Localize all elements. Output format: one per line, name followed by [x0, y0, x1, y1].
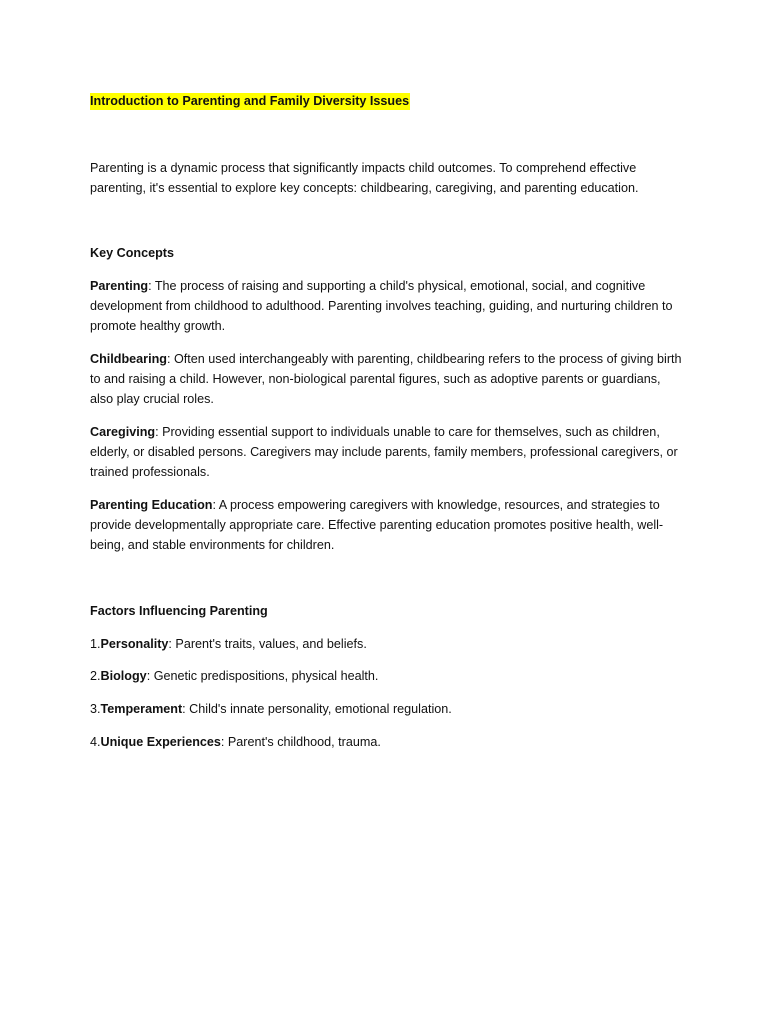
factors-heading: Factors Influencing Parenting	[90, 604, 268, 618]
concept-parenting	[90, 276, 682, 336]
key-concepts-heading: Key Concepts	[90, 246, 174, 260]
factor-item-personality	[90, 634, 367, 654]
factor-number: 1.	[90, 637, 101, 651]
intro-paragraph: Parenting is a dynamic process that significantly impacts child outcomes. To comprehend effective parenting, it's essential to explore key concepts: childbearing, caregiving, and parenting education.	[90, 161, 639, 195]
factor-term: Biology	[100, 669, 147, 683]
factor-definition: : Parent's traits, values, and beliefs.	[168, 637, 367, 651]
concept-caregiving	[90, 422, 682, 482]
factor-term: Unique Experiences	[100, 735, 221, 749]
factor-definition: : Parent's childhood, trauma.	[220, 735, 381, 749]
concept-definition: : Often used interchangeably with parenting, childbearing refers to the process of giving birth to and raising a child. However, non-biological parental figures, such as adoptive parents or guardians, also play crucial roles.	[90, 352, 682, 406]
concept-term: Childbearing	[90, 352, 167, 366]
concept-term: Parenting Education	[90, 498, 213, 512]
factor-number: 3.	[90, 702, 101, 716]
factor-term: Personality	[100, 637, 169, 651]
concept-term: Parenting	[90, 279, 149, 293]
factor-item-temperament	[90, 699, 452, 719]
factor-definition: : Child's innate personality, emotional regulation.	[182, 702, 452, 716]
factor-term: Temperament	[100, 702, 183, 716]
factor-item-biology	[90, 666, 378, 686]
concept-definition: : The process of raising and supporting a child's physical, emotional, social, and cognitive development from childhood to adulthood. Parenting involves teaching, guiding, and nurturing children to promote healthy growth.	[90, 279, 673, 333]
concept-parenting-education	[90, 495, 682, 555]
concept-definition: : Providing essential support to individuals unable to care for themselves, such as children, elderly, or disabled persons. Caregivers may include parents, family members, professional caregivers, or trained professionals.	[90, 425, 678, 479]
concept-term: Caregiving	[90, 425, 156, 439]
factor-definition: : Genetic predispositions, physical health.	[146, 669, 379, 683]
concept-childbearing	[90, 349, 682, 409]
document-title: Introduction to Parenting and Family Diversity Issues	[90, 94, 410, 108]
concept-definition: : A process empowering caregivers with knowledge, resources, and strategies to provide developmentally appropriate care. Effective parenting education promotes positive health, well-being, and stable environments for children.	[90, 498, 664, 552]
factor-number: 4.	[90, 735, 101, 749]
factor-number: 2.	[90, 669, 101, 683]
document-page	[90, 0, 682, 1024]
factor-item-unique-experiences	[90, 732, 381, 752]
